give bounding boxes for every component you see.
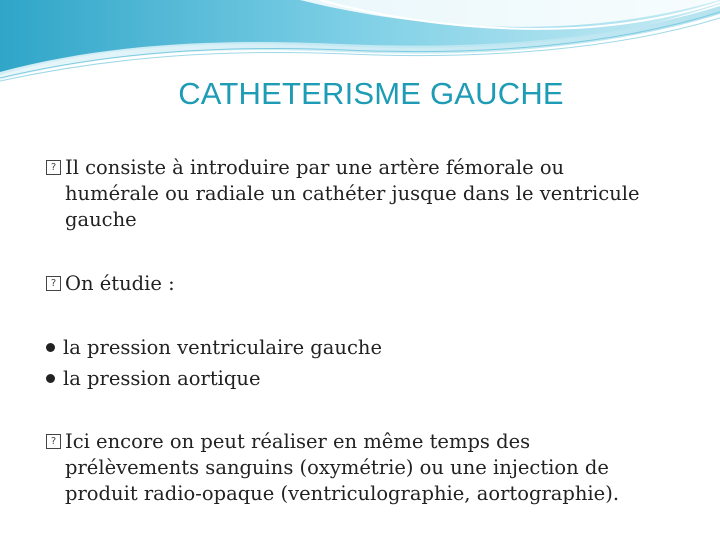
missing-glyph-box-icon: ? (46, 276, 61, 291)
slide-title: CATHETERISME GAUCHE (178, 76, 564, 111)
list-item-label: la pression ventriculaire gauche (63, 336, 382, 359)
paragraph-line: Il consiste à introduire par une artère fémorale ou (65, 156, 565, 179)
paragraph-line: prélèvements sanguins (oxymétrie) ou une injection de (65, 456, 609, 479)
paragraph-line: gauche (65, 208, 137, 231)
list-item-label: la pression aortique (63, 367, 261, 390)
paragraph-line: Ici encore on peut réaliser en même temps des (65, 430, 531, 453)
paragraph-on-etudie (46, 271, 686, 297)
filled-circle-icon (46, 374, 55, 383)
list-item (46, 335, 382, 361)
missing-glyph-box-icon: ? (46, 160, 61, 175)
filled-circle-icon (46, 343, 55, 352)
list-item (46, 366, 261, 392)
paragraph-introduction (46, 155, 686, 233)
paragraph-line: On étudie : (65, 272, 175, 295)
paragraph-line: humérale ou radiale un cathéter jusque dans le ventricule (65, 182, 640, 205)
paragraph-line: produit radio-opaque (ventriculographie, aortographie). (65, 482, 620, 505)
missing-glyph-box-icon: ? (46, 434, 61, 449)
paragraph-ici-encore (46, 429, 686, 507)
